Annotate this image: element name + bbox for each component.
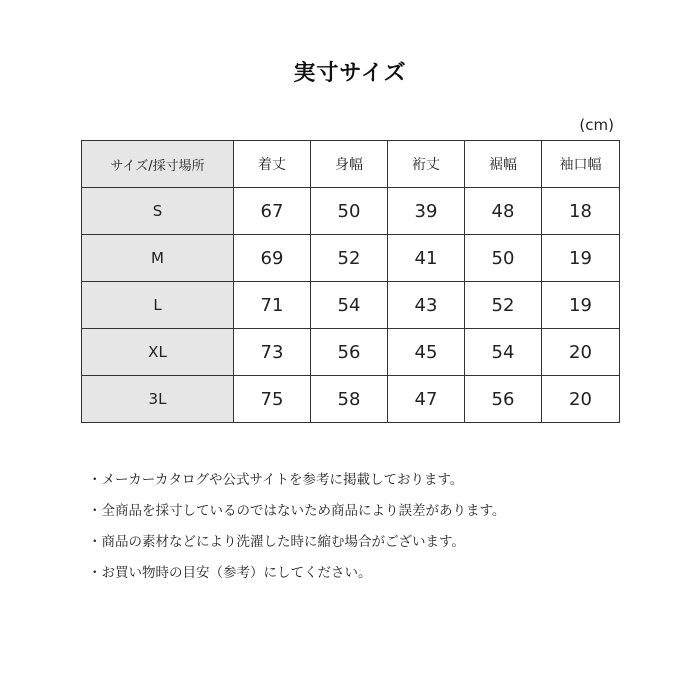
table-cell: 19 [542, 282, 620, 329]
table-cell: 67 [234, 188, 311, 235]
size-label: S [82, 188, 234, 235]
table-cell: 20 [542, 329, 620, 376]
table-cell: 69 [234, 235, 311, 282]
page-title: 実寸サイズ [293, 61, 407, 86]
size-label: M [82, 235, 234, 282]
note-item: ・商品の素材などにより洗濯した時に縮む場合がございます。 [88, 534, 465, 550]
table-cell: 54 [465, 329, 542, 376]
size-label: L [82, 282, 234, 329]
table-cell: 48 [465, 188, 542, 235]
table-cell: 56 [311, 329, 388, 376]
table-cell: 52 [465, 282, 542, 329]
table-cell: 52 [311, 235, 388, 282]
table-row [82, 329, 620, 376]
table-cell: 50 [311, 188, 388, 235]
table-row [82, 376, 620, 423]
table-cell: 75 [234, 376, 311, 423]
table-cell: 19 [542, 235, 620, 282]
note-item: ・全商品を採寸しているのではないため商品により誤差があります。 [88, 503, 506, 519]
table-cell: 71 [234, 282, 311, 329]
table-row [82, 235, 620, 282]
table-cell: 50 [465, 235, 542, 282]
table-cell: 39 [388, 188, 465, 235]
table-cell: 43 [388, 282, 465, 329]
table-row [82, 188, 620, 235]
table-cell: 47 [388, 376, 465, 423]
column-header: 裾幅 [465, 141, 542, 188]
note-item: ・お買い物時の目安（参考）にしてください。 [88, 565, 372, 581]
notes-list [88, 470, 505, 594]
table-header-row [82, 141, 620, 188]
size-table [81, 140, 620, 423]
unit-label: (cm) [579, 116, 614, 134]
table-cell: 73 [234, 329, 311, 376]
table-cell: 20 [542, 376, 620, 423]
column-header: 身幅 [311, 141, 388, 188]
column-header: 袖口幅 [542, 141, 620, 188]
table-cell: 18 [542, 188, 620, 235]
table-cell: 54 [311, 282, 388, 329]
note-item: ・メーカーカタログや公式サイトを参考に掲載しております。 [88, 472, 464, 488]
size-label: 3L [82, 376, 234, 423]
table-row [82, 282, 620, 329]
size-label: XL [82, 329, 234, 376]
table-cell: 58 [311, 376, 388, 423]
table-cell: 45 [388, 329, 465, 376]
table-cell: 56 [465, 376, 542, 423]
column-header: 裄丈 [388, 141, 465, 188]
column-header: 着丈 [234, 141, 311, 188]
corner-header: サイズ/採寸場所 [82, 141, 234, 188]
table-cell: 41 [388, 235, 465, 282]
